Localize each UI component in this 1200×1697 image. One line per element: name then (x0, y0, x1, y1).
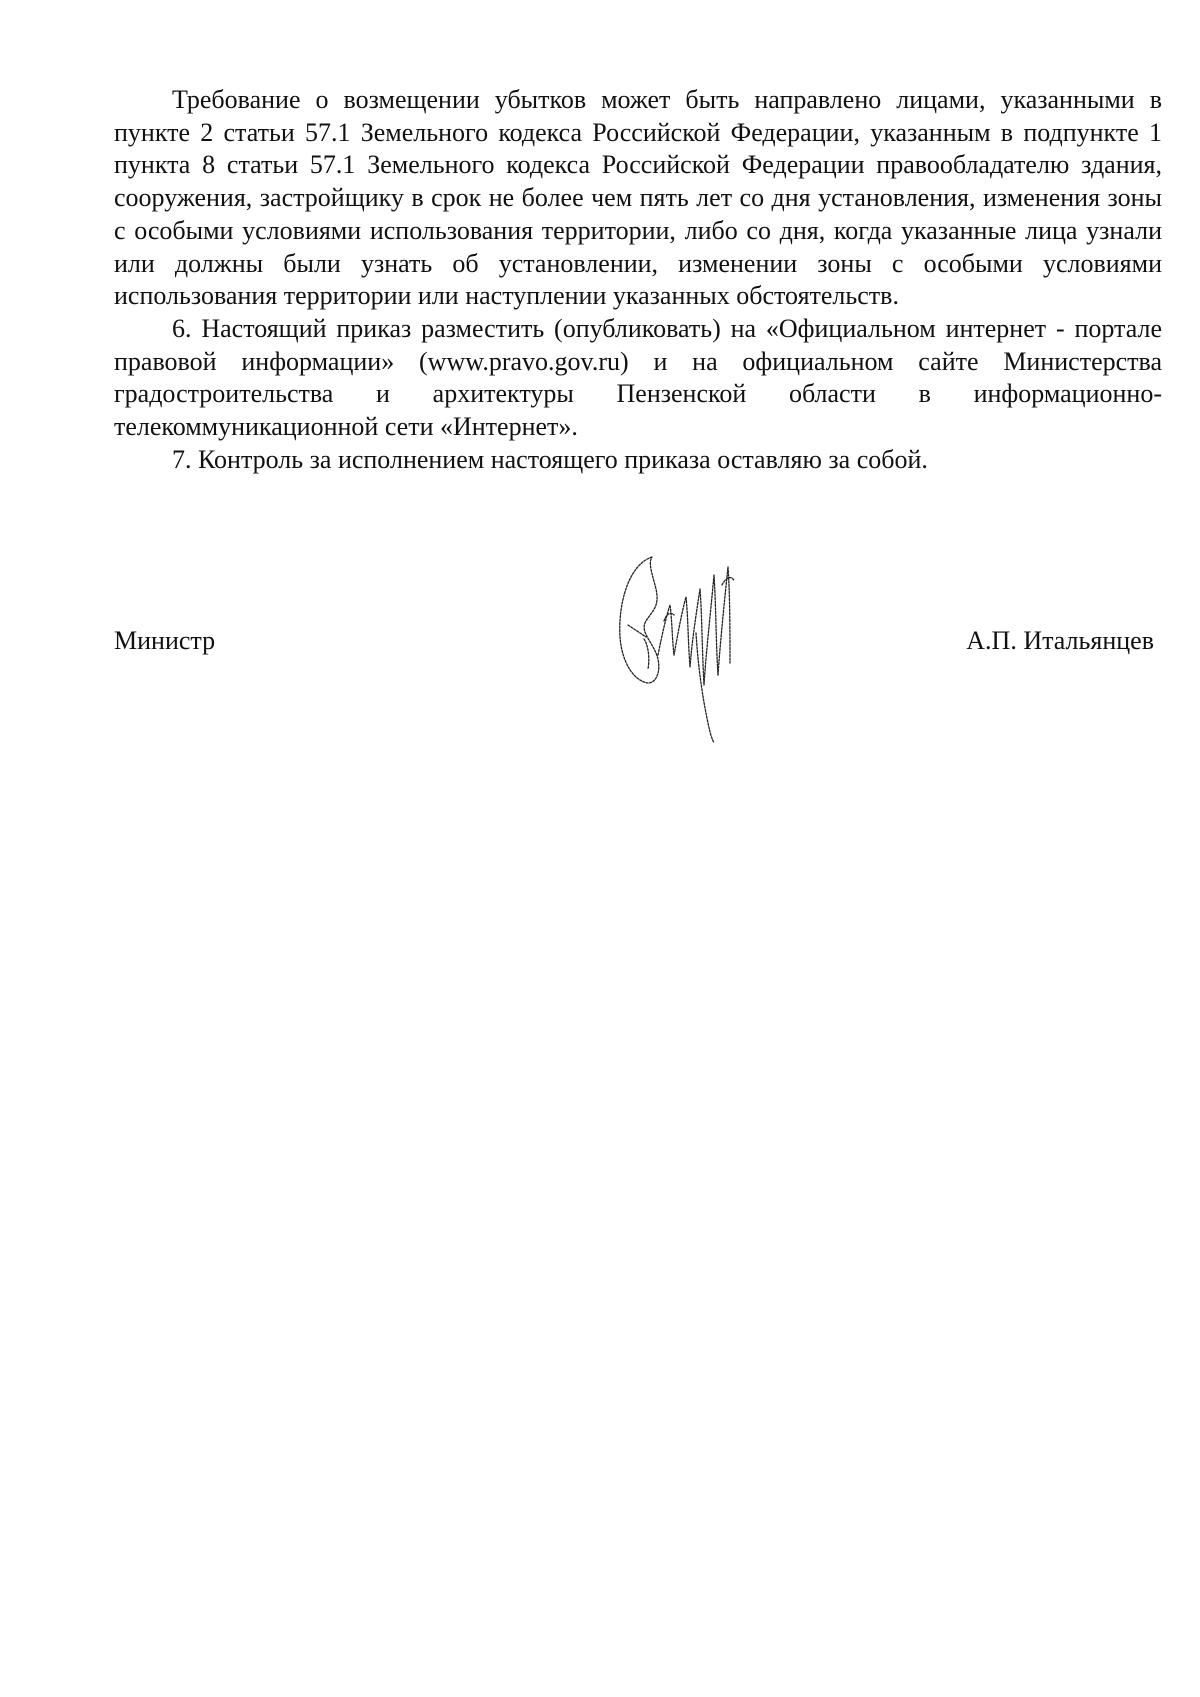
paragraph-damages-claim: Требование о возмещении убытков может быть направлено лицами, указанными в пункте 2 статьи 57.1 Земельного кодекса Российской Федерации, указанным в подпункте 1 пункта 8 статьи 57.1 Земельного кодекса Российской Федерации правообладателю здания, сооружения, застройщику в срок не более чем пять лет со дня установления, изменения зоны с особыми условиями использования территории, либо со дня, когда указанные лица узнали или должны были узнать об установлении, изменении зоны с особыми условиями использования территории или наступлении указанных обстоятельств. (114, 85, 1162, 311)
handwritten-signature-icon (600, 545, 770, 745)
paragraph-control: 7. Контроль за исполнением настоящего приказа оставляю за собой. (172, 444, 928, 474)
paragraph-publication: 6. Настоящий приказ разместить (опубликовать) на «Официальном интернет - портале правовой информации» (www.pravo.gov.ru) и на официальном сайте Министерства градостроительства и архитектуры Пензенской области в информационно-телекоммуникационной сети «Интернет». (114, 313, 1162, 442)
signer-position: Министр (114, 626, 216, 655)
signer-name: А.П. Итальянцев (966, 626, 1154, 655)
document-body (114, 84, 1162, 476)
